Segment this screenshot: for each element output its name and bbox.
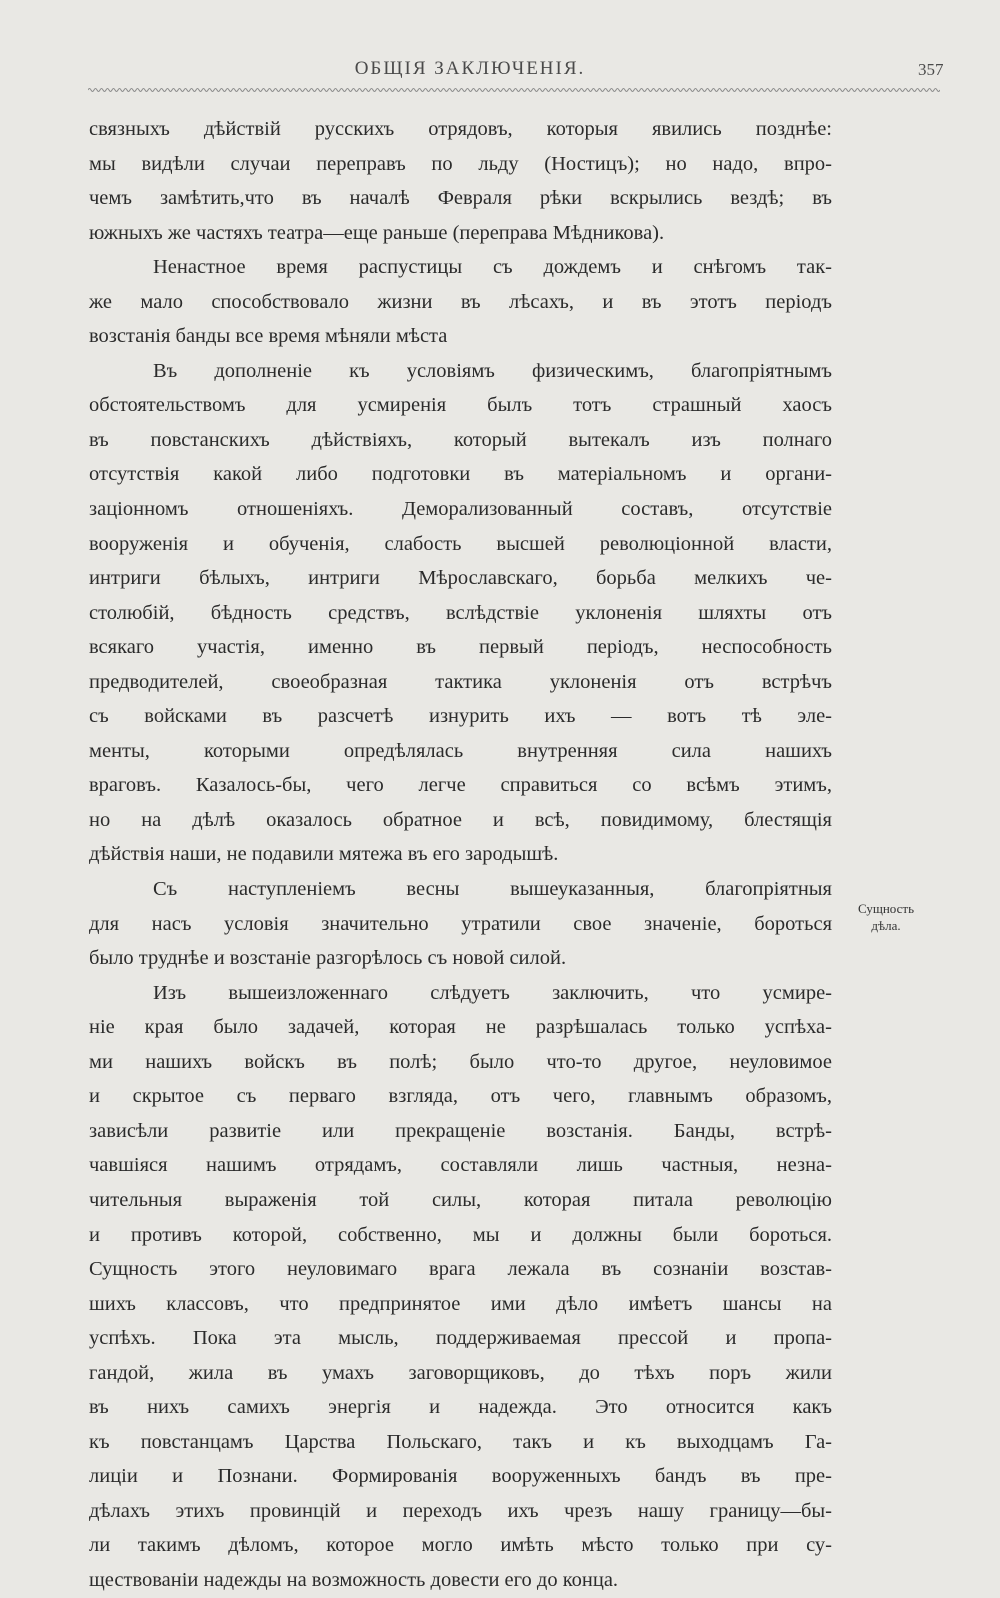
text-line: чавшіяся нашимъ отрядамъ, составляли лишь частныя, незна- bbox=[89, 1154, 832, 1177]
margin-note bbox=[836, 900, 936, 934]
text-line: обстоятельствомъ для усмиренія былъ тотъ страшный хаосъ bbox=[89, 394, 832, 417]
text-line: заціонномъ отношеніяхъ. Деморализованный составъ, отсутствіе bbox=[89, 498, 832, 521]
text-line: мы видѣли случаи переправъ по льду (Ностицъ); но надо, впро- bbox=[89, 152, 832, 175]
text-line: и скрытое съ перваго взгляда, отъ чего, главнымъ образомъ, bbox=[89, 1085, 832, 1108]
text-line: же мало способствовало жизни въ лѣсахъ, и въ этотъ періодъ bbox=[89, 290, 832, 313]
text-line: но на дѣлѣ оказалось обратное и всѣ, повидимому, блестящія bbox=[89, 808, 832, 831]
decorative-wavy-rule bbox=[88, 87, 940, 93]
text-line: Сущность этого неуловимаго врага лежала въ сознаніи возстав- bbox=[89, 1258, 832, 1281]
margin-note-line: дѣла. bbox=[871, 918, 901, 933]
text-line: для насъ условія значительно утратили свое значеніе, бороться bbox=[89, 912, 832, 935]
text-line: ніе края было задачей, которая не разрѣшалась только успѣха- bbox=[89, 1016, 832, 1039]
text-line: Изъ вышеизложеннаго слѣдуетъ заключить, что усмире- bbox=[153, 981, 832, 1004]
text-line: и противъ которой, собственно, мы и должны были бороться. bbox=[89, 1223, 832, 1246]
text-line: Съ наступленіемъ весны вышеуказанныя, благопріятныя bbox=[153, 878, 832, 901]
text-line: столюбій, бѣдность средствъ, вслѣдствіе уклоненія шляхты отъ bbox=[89, 601, 832, 624]
text-line: вооруженія и обученія, слабость высшей революціонной власти, bbox=[89, 532, 832, 555]
body-text bbox=[89, 112, 832, 1598]
text-line: менты, которыми опредѣлялась внутренняя сила нашихъ bbox=[89, 739, 832, 762]
text-line: ли такимъ дѣломъ, которое могло имѣть мѣсто только при су- bbox=[89, 1534, 832, 1557]
margin-note-line: Сущность bbox=[857, 901, 915, 916]
text-line: зависѣли развитіе или прекращеніе возстанія. Банды, встрѣ- bbox=[89, 1119, 832, 1142]
text-line: Въ дополненіе къ условіямъ физическимъ, благопріятнымъ bbox=[153, 359, 832, 382]
text-line: чемъ замѣтить,что въ началѣ Февраля рѣки вскрылись вездѣ; въ bbox=[89, 187, 832, 210]
text-line: отсутствія какой либо подготовки въ матеріальномъ и органи- bbox=[89, 463, 832, 486]
text-line: гандой, жила въ умахъ заговорщиковъ, до тѣхъ поръ жили bbox=[89, 1361, 832, 1384]
text-line: въ повстанскихъ дѣйствіяхъ, который вытекалъ изъ полнаго bbox=[89, 428, 832, 451]
text-line: ми нашихъ войскъ въ полѣ; было что-то другое, неуловимое bbox=[89, 1050, 832, 1073]
text-line: южныхъ же частяхъ театра—еще раньше (переправа Мѣдникова). bbox=[89, 221, 665, 244]
text-line: Ненастное время распустицы съ дождемъ и снѣгомъ так- bbox=[153, 256, 832, 279]
text-line: возстанія банды все время мѣняли мѣста bbox=[89, 325, 448, 348]
text-line: предводителей, своеобразная тактика уклоненія отъ встрѣчъ bbox=[89, 670, 832, 693]
text-line: къ повстанцамъ Царства Польскаго, такъ и къ выходцамъ Га- bbox=[89, 1430, 832, 1453]
text-line: чительныя выраженія той силы, которая питала революцію bbox=[89, 1188, 832, 1211]
text-line: интриги бѣлыхъ, интриги Мѣрославскаго, борьба мелкихъ че- bbox=[89, 567, 832, 590]
text-line: враговъ. Казалось-бы, чего легче справиться со всѣмъ этимъ, bbox=[89, 774, 832, 797]
text-line: дѣлахъ этихъ провинцій и переходъ ихъ чрезъ нашу границу—бы- bbox=[89, 1499, 832, 1522]
text-line: дѣйствія наши, не подавили мятежа въ его зародышѣ. bbox=[89, 843, 559, 866]
text-line: въ нихъ самихъ энергія и надежда. Это относится какъ bbox=[89, 1396, 832, 1419]
text-line: съ войсками въ разсчетѣ изнурить ихъ — вотъ тѣ эле- bbox=[89, 705, 832, 728]
text-line: шихъ классовъ, что предпринятое ими дѣло имѣетъ шансы на bbox=[89, 1292, 832, 1315]
page-number: 357 bbox=[918, 60, 944, 79]
text-line: успѣхъ. Пока эта мысль, поддерживаемая прессой и пропа- bbox=[89, 1327, 832, 1350]
text-line: ществованіи надежды на возможность довести его до конца. bbox=[89, 1568, 619, 1591]
text-line: лиціи и Познани. Формированія вооруженныхъ бандъ въ пре- bbox=[89, 1465, 832, 1488]
text-line: было труднѣе и возстаніе разгорѣлось съ новой силой. bbox=[89, 947, 567, 970]
running-header-title: ОБЩІЯ ЗАКЛЮЧЕНІЯ. bbox=[354, 58, 586, 79]
text-line: всякаго участія, именно въ первый періодъ, неспособность bbox=[89, 636, 832, 659]
text-line: связныхъ дѣйствій русскихъ отрядовъ, которыя явились позднѣе: bbox=[89, 118, 832, 140]
